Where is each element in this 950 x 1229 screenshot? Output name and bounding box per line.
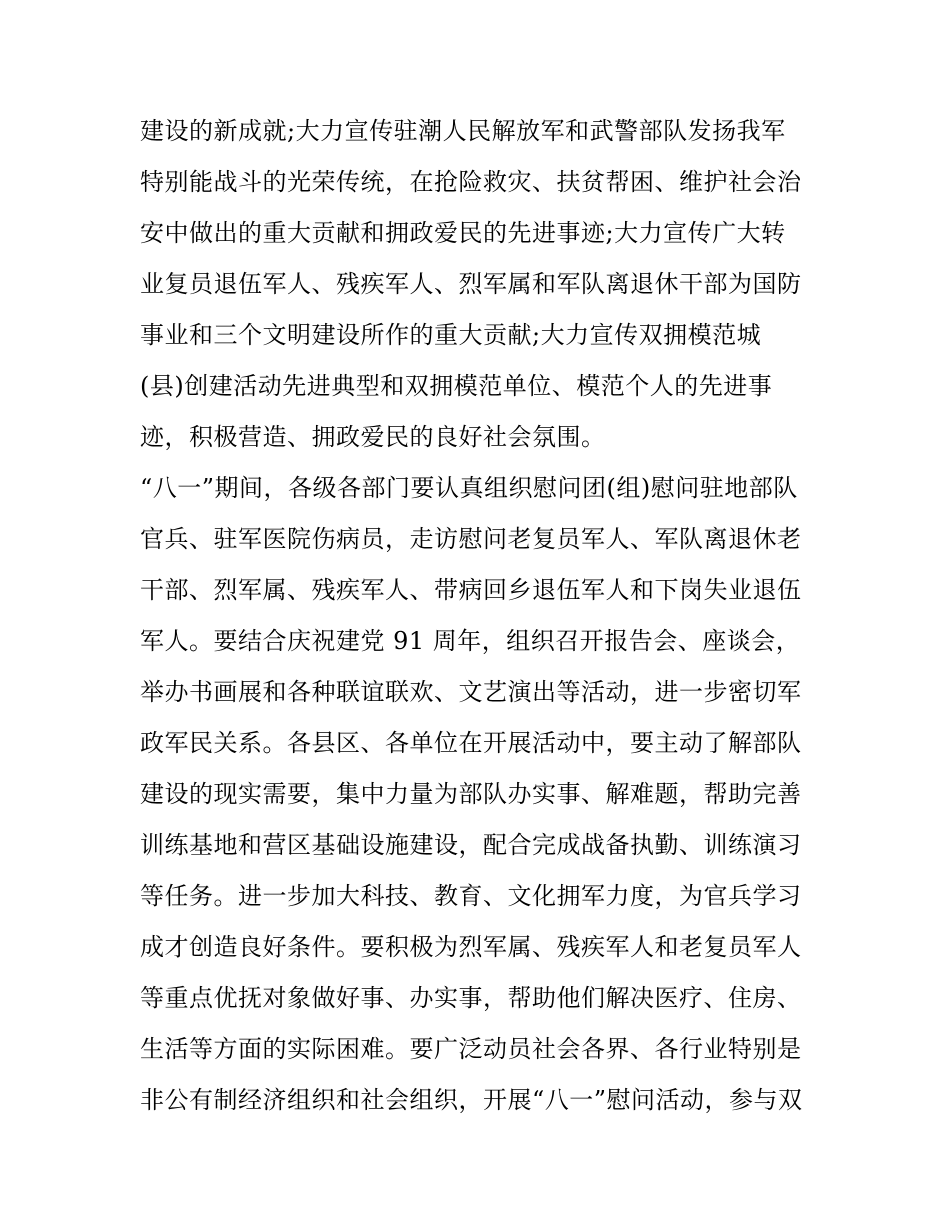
text-line: 举办书画展和各种联谊联欢、文艺演出等活动，进一步密切军 bbox=[140, 678, 802, 706]
text-line: 等任务。进一步加大科技、教育、文化拥军力度，为官兵学习 bbox=[140, 882, 802, 910]
text-line: 军人。要结合庆祝建党 91 周年，组织召开报告会、座谈会， bbox=[140, 627, 801, 655]
text-line: 干部、烈军属、残疾军人、带病回乡退伍军人和下岗失业退伍 bbox=[140, 576, 802, 604]
text-line: 安中做出的重大贡献和拥政爱民的先进事迹;大力宣传广大转 bbox=[140, 219, 786, 247]
text-line: 政军民关系。各县区、各单位在开展活动中，要主动了解部队 bbox=[140, 729, 802, 757]
text-line: 业复员退伍军人、残疾军人、烈军属和军队离退休干部为国防 bbox=[140, 270, 802, 298]
text-line: 迹，积极营造、拥政爱民的良好社会氛围。 bbox=[140, 423, 606, 451]
text-line: 非公有制经济组织和社会组织，开展“八一”慰问活动，参与双 bbox=[140, 1086, 803, 1114]
text-line: 等重点优抚对象做好事、办实事，帮助他们解决医疗、住房、 bbox=[140, 984, 802, 1012]
text-line: 建设的新成就;大力宣传驻潮人民解放军和武警部队发扬我军 bbox=[140, 117, 786, 145]
text-line: “八一”期间，各级各部门要认真组织慰问团(组)慰问驻地部队 bbox=[140, 474, 798, 502]
text-line: 官兵、驻军医院伤病员，走访慰问老复员军人、军队离退休老 bbox=[140, 525, 802, 553]
text-line: 特别能战斗的光荣传统，在抢险救灾、扶贫帮困、维护社会治 bbox=[140, 168, 802, 196]
body-text bbox=[140, 106, 830, 1126]
text-line: 训练基地和营区基础设施建设，配合完成战备执勤、训练演习 bbox=[140, 831, 802, 859]
text-line: 生活等方面的实际困难。要广泛动员社会各界、各行业特别是 bbox=[140, 1035, 802, 1063]
text-line: (县)创建活动先进典型和双拥模范单位、模范个人的先进事 bbox=[140, 372, 773, 400]
text-line: 事业和三个文明建设所作的重大贡献;大力宣传双拥模范城 bbox=[140, 321, 762, 349]
text-line: 成才创造良好条件。要积极为烈军属、残疾军人和老复员军人 bbox=[140, 933, 802, 961]
text-line: 建设的现实需要，集中力量为部队办实事、解难题，帮助完善 bbox=[140, 780, 802, 808]
